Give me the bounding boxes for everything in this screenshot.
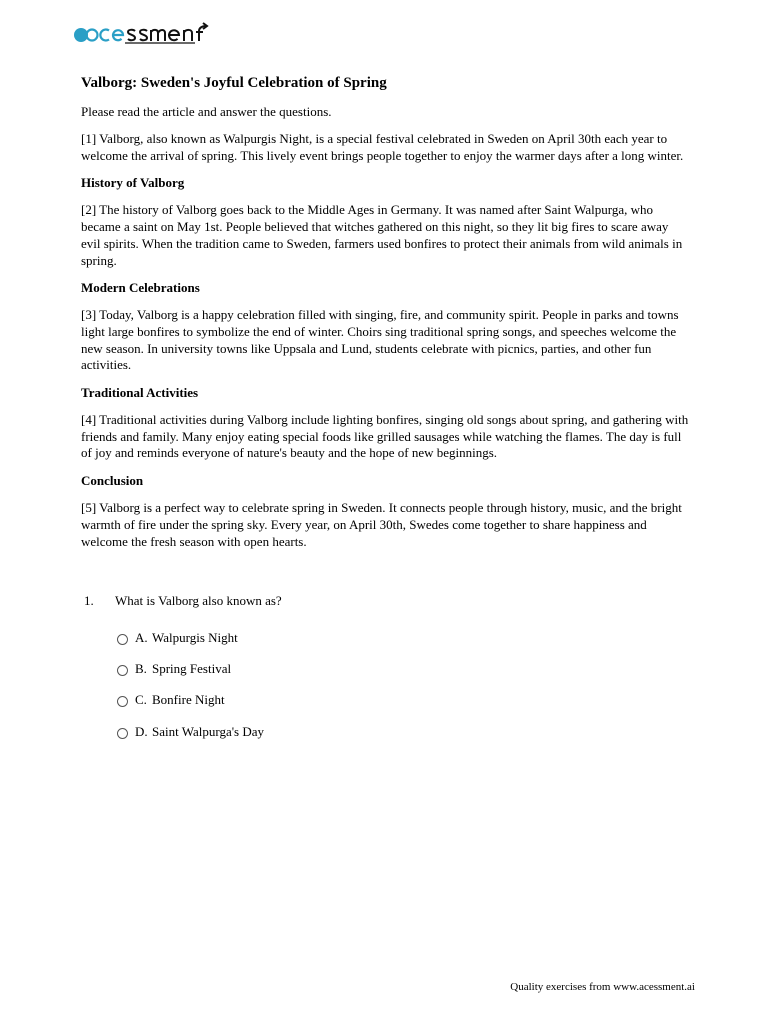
option-letter: C. (135, 692, 147, 707)
option-text: Saint Walpurga's Day (152, 724, 265, 739)
paragraph-1: [1] Valborg, also known as Walpurgis Night, is a special festival celebrated in Sweden on April 30th each year to welcome the arrival of spring. This lively event brings people together to enjoy the warmer days after a long winter. (81, 131, 684, 163)
option-text: Walpurgis Night (152, 630, 238, 645)
radio-button-icon[interactable] (117, 696, 128, 707)
radio-button-icon[interactable] (117, 665, 128, 676)
option-letter: D. (135, 724, 148, 739)
paragraph-3: [3] Today, Valborg is a happy celebration filled with singing, fire, and community spirit. People in parks and towns light large bonfires to symbolize the end of winter. Choirs sing traditional spring songs, and speeches welcome the new season. In university towns like Uppsala and Lund, students celebrate with picnics, parties, and other fun activities. (81, 307, 679, 373)
option-text: Bonfire Night (152, 692, 225, 707)
option-text: Spring Festival (152, 661, 232, 676)
paragraph-2: [2] The history of Valborg goes back to the Middle Ages in Germany. It was named after Saint Walpurga, who became a saint on May 1st. People believed that witches gathered on this night, so they lit big fires to scare away evil spirits. When the tradition came to Sweden, farmers used bonfires to protect their animals from wild animals in spring. (81, 202, 683, 268)
footer-text: Quality exercises from www.acessment.ai (510, 981, 695, 993)
heading-history: History of Valborg (81, 175, 185, 191)
option-letter: B. (135, 661, 147, 676)
heading-traditional-activities: Traditional Activities (81, 385, 199, 401)
paragraph-5: [5] Valborg is a perfect way to celebrate spring in Sweden. It connects people through history, music, and the bright warmth of fire under the spring sky. Every year, on April 30th, Swedes come together to share happiness and welcome the fresh season with open hearts. (81, 500, 682, 549)
heading-conclusion: Conclusion (81, 473, 144, 489)
radio-button-icon[interactable] (117, 728, 128, 739)
article (81, 74, 691, 550)
radio-button-icon[interactable] (117, 634, 128, 645)
option-letter: A. (135, 630, 148, 645)
question-number: 1. (84, 593, 94, 608)
article-title: Valborg: Sweden's Joyful Celebration of Spring (81, 75, 387, 91)
instructions: Please read the article and answer the questions. (81, 104, 332, 119)
acessment-logo-icon (73, 22, 218, 48)
paragraph-4: [4] Traditional activities during Valborg include lighting bonfires, singing old songs about spring, and gathering with friends and family. Many enjoy eating special foods like grilled sausages while watching the flames. The day is full of joy and reminds everyone of nature's beauty and the hope of new beginnings. (81, 412, 689, 461)
heading-modern-celebrations: Modern Celebrations (81, 280, 200, 296)
question-text: What is Valborg also known as? (115, 593, 282, 608)
acessment-logo (73, 22, 218, 48)
